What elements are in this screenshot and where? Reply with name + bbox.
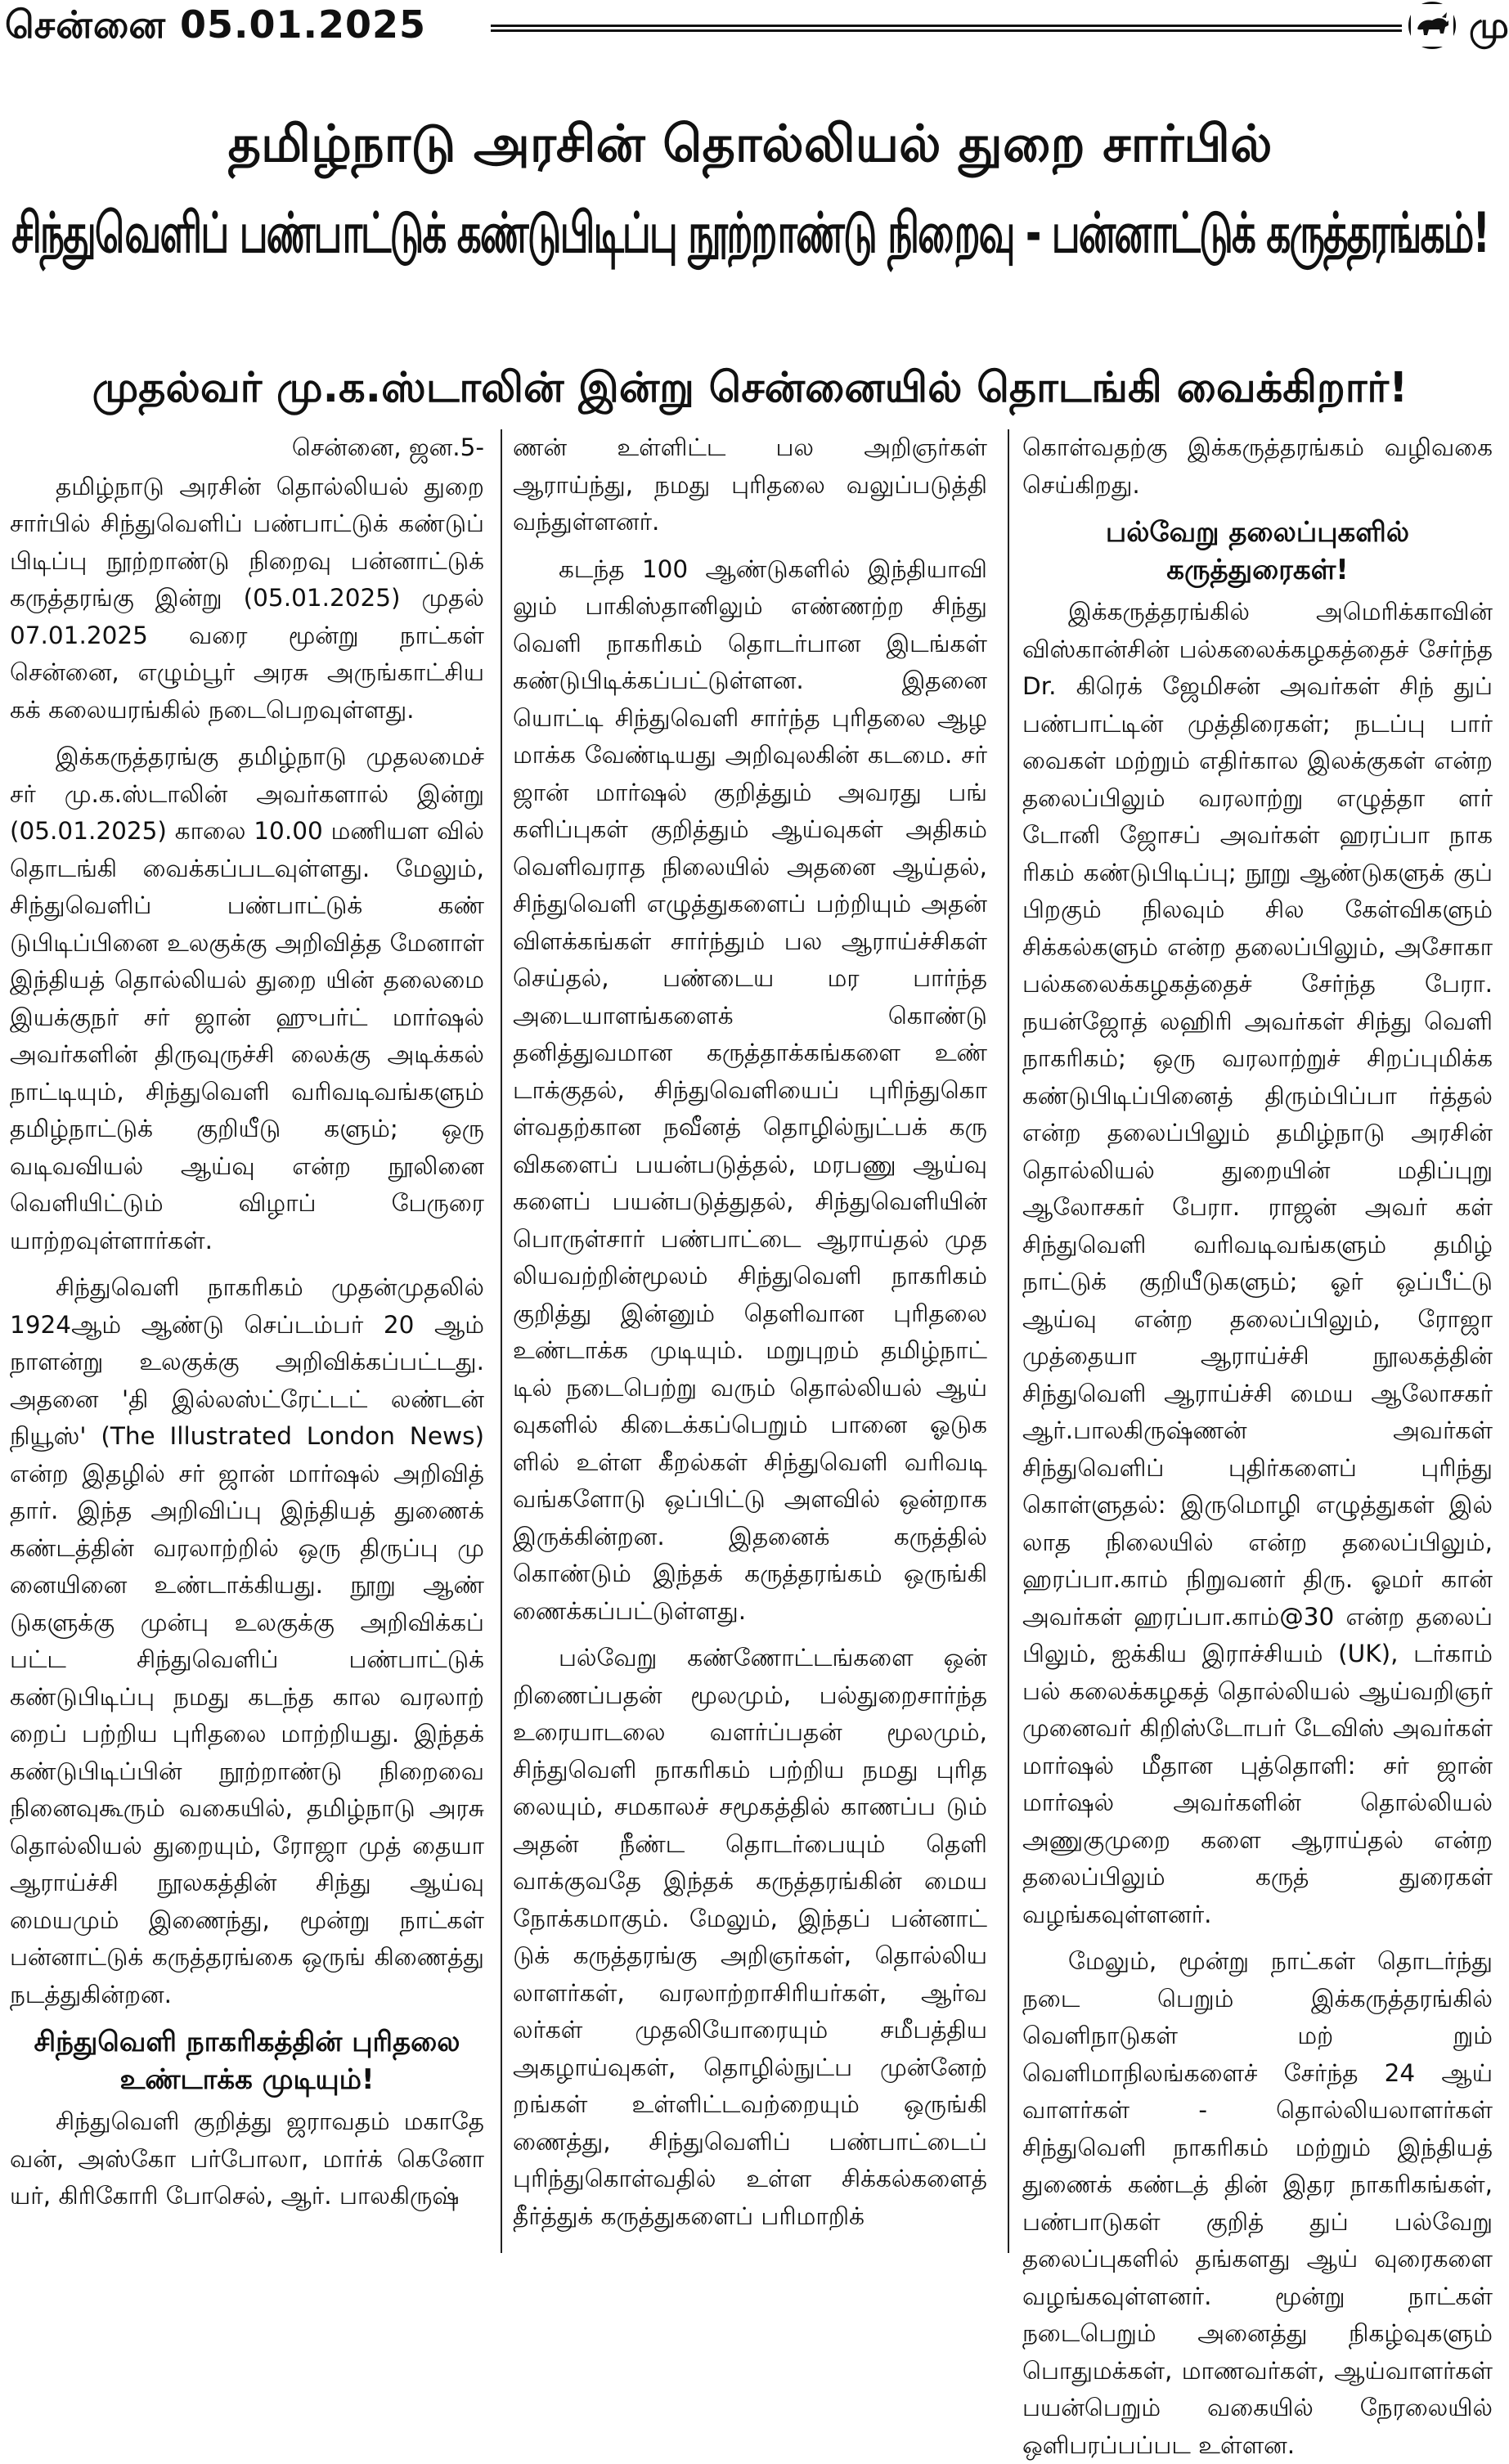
paragraph: பல்வேறு கண்ணோட்டங்களை ஒன் றிணைப்பதன் மூலமும், பல்துறைசார்ந்த உரையாடலை வளர்ப்பதன் மூலமும், சிந்துவெளி நாகரிகம் பற்றிய நமது புரித லையும், சமகாலச் சமூகத்தில் காணப்ப டும் அதன் நீண்ட தொடர்பையும் தெளி வாக்குவதே இந்தக் கருத்தரங்கின் மைய நோக்கமாகும். மேலும், இந்தப் பன்னாட் டுக் கருத்தரங்கு அறிஞர்கள், தொல்லிய லாளர்கள், வரலாற்றாசிரியர்கள், ஆர்வ லர்கள் முதலியோரையும் சமீபத்திய அகழாய்வுகள், தொழில்நுட்ப முன்னேற் றங்கள் உள்ளிட்டவற்றையும் ஒருங்கி ணைத்து, சிந்துவெளிப் பண்பாட்டைப் புரிந்துகொள்வதில் உள்ள சிக்கல்களைத் தீர்த்துக் கருத்துகளைப் பரிமாறிக் (513, 1644, 987, 2230)
column-divider (501, 429, 502, 2253)
masthead-rule (491, 25, 1402, 32)
article-column-1 (10, 429, 484, 2249)
masthead (0, 0, 1509, 52)
paragraph: தமிழ்நாடு அரசின் தொல்லியல் துறை சார்பில் சிந்துவெளிப் பண்பாட்டுக் கண்டுப் பிடிப்பு நூற்றாண்டு நிறைவு பன்னாட்டுக் கருத்தரங்கு இன்று (05.01.2025) முதல் 07.01.2025 வரை மூன்று நாட்கள் சென்னை, எழும்பூர் அரசு அருங்காட்சிய கக் கலையரங்கில் நடைபெறவுள்ளது. (10, 472, 484, 724)
section-heading: சிந்துவெளி நாகரிகத்தின் புரிதலை உண்டாக்க முடியும்! (34, 2026, 460, 2096)
subheadline: முதல்வர் மு.க.ஸ்டாலின் இன்று சென்னையில் தொடங்கி வைக்கிறார்! (92, 364, 1408, 412)
paragraph: இக்கருத்தரங்கில் அமெரிக்காவின் விஸ்கான்சின் பல்கலைக்கழகத்தைச் சேர்ந்த Dr. கிரெக் ஜேமிசன் அவர்கள் சிந் துப் பண்பாட்டின் முத்திரைகள்; நடப்பு பார் வைகள் மற்றும் எதிர்கால இலக்குகள் என்ற தலைப்பிலும் வரலாற்று எழுத்தா ளர் டோனி ஜோசப் அவர்கள் ஹரப்பா நாக ரிகம் கண்டுபிடிப்பு; நூறு ஆண்டுகளுக் குப் பிறகும் நிலவும் சில கேள்விகளும் சிக்கல்களும் என்ற தலைப்பிலும், அசோகா பல்கலைக்கழகத்தைச் சேர்ந்த பேரா. நயன்ஜோத் லஹிரி அவர்கள் சிந்து வெளி நாகரிகம்; ஒரு வரலாற்றுச் சிறப்புமிக்க கண்டுபிடிப்பினைத் திரும்பிப்பா ர்த்தல் என்ற தலைப்பிலும் தமிழ்நாடு அரசின் தொல்லியல் துறையின் மதிப்புறு ஆலோசகர் பேரா. ராஜன் அவர் கள் சிந்துவெளி வரிவடிவங்களும் தமிழ் நாட்டுக் குறியீடுகளும்; ஓர் ஒப்பீட்டு ஆய்வு என்ற தலைப்பிலும், ரோஜா முத்தையா ஆராய்ச்சி நூலகத்தின் சிந்துவெளி ஆராய்ச்சி மைய ஆலோசகர் ஆர்.பாலகிருஷ்ணன் அவர்கள் சிந்துவெளிப் புதிர்களைப் புரிந்து கொள்ளுதல்: இருமொழி எழுத்துகள் இல் லாத நிலையில் என்ற தலைப்பிலும், ஹரப்பா.காம் நிறுவனர் திரு. ஓமர் கான் அவர்கள் ஹரப்பா.காம்@30 என்ற தலைப் பிலும், ஐக்கிய இராச்சியம் (UK), டர்காம் பல் கலைக்கழகத் தொல்லியல் ஆய்வறிஞர் முனைவர் கிறிஸ்டோபர் டேவிஸ் அவர்கள் மார்ஷல் மீதான புத்தொளி: சர் ஜான் மார்ஷல் அவர்களின் தொல்லியல் அணுகுமுறை களை ஆராய்தல் என்ற தலைப்பிலும் கருத் துரைகள் வழங்கவுள்ளனர். (1022, 598, 1493, 1928)
bull-emblem-icon (1408, 2, 1456, 49)
article-column-2 (513, 429, 987, 2249)
paragraph: சிந்துவெளி குறித்து ஜராவதம் மகாதே வன், அஸ்கோ பர்போலா, மார்க் கெனோ யர், கிரிகோரி போசெல், ஆர். பாலகிருஷ் (10, 2107, 484, 2210)
page-marker: மு (1469, 5, 1509, 47)
section-heading: பல்வேறு தலைப்புகளில் கருத்துரைகள்! (1105, 516, 1410, 586)
dateline: சென்னை 05.01.2025 (5, 2, 427, 47)
paragraph: இக்கருத்தரங்கு தமிழ்நாடு முதலமைச் சர் மு.க.ஸ்டாலின் அவர்களால் இன்று (05.01.2025) காலை 10.00 மணியள வில் தொடங்கி வைக்கப்படவுள்ளது. மேலும், சிந்துவெளிப் பண்பாட்டுக் கண் டுபிடிப்பினை உலகுக்கு அறிவித்த மேனாள் இந்தியத் தொல்லியல் துறை யின் தலைமை இயக்குநர் சர் ஜான் ஹுபர்ட் மார்ஷல் அவர்களின் திருவுருச்சி லைக்கு அடிக்கல் நாட்டியும், சிந்துவெளி வரிவடிவங்களும் தமிழ்நாட்டுக் குறியீடு களும்; ஒரு வடிவவியல் ஆய்வு என்ற நூலினை வெளியிட்டும் விழாப் பேருரை யாற்றவுள்ளார்கள். (10, 743, 484, 1254)
paragraph: சிந்துவெளி நாகரிகம் முதன்முதலில் 1924ஆம் ஆண்டு செப்டம்பர் 20 ஆம் நாளன்று உலகுக்கு அறிவிக்கப்பட்டது. அதனை 'தி இல்லஸ்ட்ரேட்டட் லண்டன் நியூஸ்' (The Illustrated London News) என்ற இதழில் சர் ஜான் மார்ஷல் அறிவித் தார். இந்த அறிவிப்பு இந்தியத் துணைக் கண்டத்தின் வரலாற்றில் ஒரு திருப்பு மு னையினை உண்டாக்கியது. நூறு ஆண் டுகளுக்கு முன்பு உலகுக்கு அறிவிக்கப் பட்ட சிந்துவெளிப் பண்பாட்டுக் கண்டுபிடிப்பு நமது கடந்த கால வரலாற் றைப் பற்றிய புரிதலை மாற்றியது. இந்தக் கண்டுபிடிப்பின் நூற்றாண்டு நிறைவை நினைவுகூரும் வகையில், தமிழ்நாடு அரசு தொல்லியல் துறையும், ரோஜா முத் தையா ஆராய்ச்சி நூலகத்தின் சிந்து ஆய்வு மையமும் இணைந்து, மூன்று நாட்கள் பன்னாட்டுக் கருத்தரங்கை ஒருங் கிணைத்து நடத்துகின்றன. (10, 1273, 484, 2008)
article-dateline: சென்னை, ஜன.5- (291, 433, 484, 461)
paragraph: மேலும், மூன்று நாட்கள் தொடர்ந்து நடை பெறும் இக்கருத்தரங்கில் வெளிநாடுகள் மற் றும் வெளிமாநிலங்களைச் சேர்ந்த 24 ஆய் வாளர்கள் - தொல்லியலாளர்கள் சிந்துவெளி நாகரிகம் மற்றும் இந்தியத் துணைக் கண்டத் தின் இதர நாகரிகங்கள், பண்பாடுகள் குறித் துப் பல்வேறு தலைப்புகளில் தங்களது ஆய் வுரைகளை வழங்கவுள்ளனர். மூன்று நாட்கள் நடைபெறும் அனைத்து நிகழ்வுகளும் பொதுமக்கள், மாணவர்கள், ஆய்வாளர்கள் பயன்பெறும் வகையில் நேரலையில் ஒளிபரப்பப்பட உள்ளன. (1022, 1947, 1493, 2459)
paragraph: ணன் உள்ளிட்ட பல அறிஞர்கள் ஆராய்ந்து, நமது புரிதலை வலுப்படுத்தி வந்துள்ளனர். (513, 433, 987, 536)
paragraph: கடந்த 100 ஆண்டுகளில் இந்தியாவி லும் பாகிஸ்தானிலும் எண்ணற்ற சிந்து வெளி நாகரிகம் தொடர்பான இடங்கள் கண்டுபிடிக்கப்பட்டுள்ளன. இதனை யொட்டி சிந்துவெளி சார்ந்த புரிதலை ஆழ மாக்க வேண்டியது அறிவுலகின் கடமை. சர் ஜான் மார்ஷல் குறித்தும் அவரது பங் களிப்புகள் குறித்தும் ஆய்வுகள் அதிகம் வெளிவராத நிலையில் அதனை ஆய்தல், சிந்துவெளி எழுத்துகளைப் பற்றியும் அதன் விளக்கங்கள் சார்ந்தும் பல ஆராய்ச்சிகள் செய்தல், பண்டைய மர பார்ந்த அடையாளங்களைக் கொண்டு தனித்துவமான கருத்தாக்கங்களை உண் டாக்குதல், சிந்துவெளியைப் புரிந்துகொ ள்வதற்கான நவீனத் தொழில்நுட்பக் கரு விகளைப் பயன்படுத்தல், மரபணு ஆய்வு களைப் பயன்படுத்துதல், சிந்துவெளியின் பொருள்சார் பண்பாட்டை ஆராய்தல் முத லியவற்றின்மூலம் சிந்துவெளி நாகரிகம் குறித்து இன்னும் தெளிவான புரிதலை உண்டாக்க முடியும். மறுபுறம் தமிழ்நாட் டில் நடைபெற்று வரும் தொல்லியல் ஆய் வுகளில் கிடைக்கப்பெறும் பானை ஓடுக ளில் உள்ள கீறல்கள் சிந்துவெளி வரிவடி வங்களோடு ஒப்பிட்டு அளவில் ஒன்றாக இருக்கின்றன. இதனைக் கருத்தில் கொண்டும் இந்தக் கருத்தரங்கம் ஒருங்கி ணைக்கப்பட்டுள்ளது. (513, 554, 987, 1625)
paragraph: கொள்வதற்கு இக்கருத்தரங்கம் வழிவகை செய்கிறது. (1022, 433, 1493, 499)
column-divider (1008, 429, 1009, 2253)
main-headline: சிந்துவெளிப் பண்பாட்டுக் கண்டுபிடிப்பு நூற்றாண்டு நிறைவு - பன்னாட்டுக் கருத்தரங்கம்! (11, 200, 1489, 267)
article-column-3 (1022, 429, 1493, 2459)
kicker-headline: தமிழ்நாடு அரசின் தொல்லியல் துறை சார்பில் (227, 114, 1273, 173)
